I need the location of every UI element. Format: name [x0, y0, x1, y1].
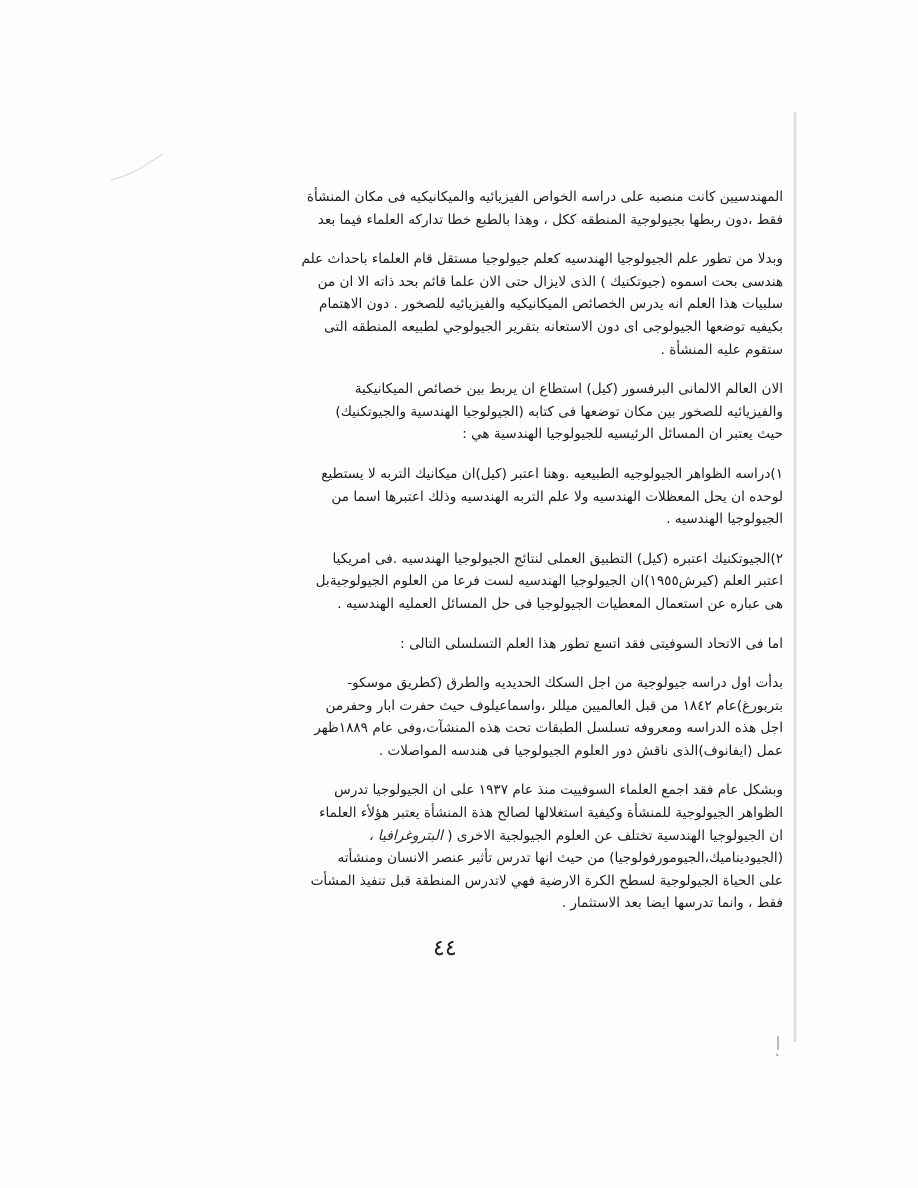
text-line: فقط ،دون ربطها بجيولوجية المنطقه ككل ، وهذا بالطبع خطا تداركه العلماء فيما بعد	[317, 211, 783, 228]
text-line: اعتبر العلم (كيرش١٩٥٥)ان الجيولوجيا الهندسيه لست فرعا من العلوم الجيولوجيةبل	[315, 573, 783, 590]
text-line: الجيولوجيا الهندسيه .	[666, 511, 783, 528]
body-text	[193, 186, 783, 932]
paragraph-3	[193, 378, 783, 446]
text-line: على الحياة الجيولوجية لسطح الكرة الارضية فهي لاتدرس المنطقة قبل تنفيذ المشأت	[310, 872, 783, 889]
page-edge-shadow	[793, 112, 797, 1042]
paragraph-5	[193, 548, 783, 616]
paragraph-2	[193, 248, 783, 361]
text-line: بكيفيه توضعها الجيولوجى اى دون الاستعانه بتقرير الجيولوجي لطبيعه المنطقه التى	[324, 318, 783, 335]
text-line: سلبيات هذا العلم انه يدرس الخصائص الميكانيكيه والفيزيائيه للصخور . دون الاهتمام	[319, 296, 783, 313]
text-line: المهندسيين كانت منصبه على دراسه الخواص الفيزيائيه والميكانيكيه فى مكان المنشأة	[306, 189, 783, 205]
text-line: وبشكل عام فقد اجمع العلماء السوفييت منذ عام ١٩٣٧ على ان الجيولوجيا تدرس	[334, 782, 783, 799]
text-line: لوحده ان يحل المعظلات الهندسيه ولا علم التربه الهندسيه وذلك اعتبرها اسما من	[331, 488, 783, 505]
text-line: ١)دراسه الظواهر الجيولوجيه الطبيعيه .وهنا اعتبر (كيل)ان ميكانيك التربه لا يستطيع	[321, 465, 783, 482]
paragraph-8	[193, 779, 783, 915]
text-line: هى عباره عن استعمال المعطيات الجيولوجيا فى حل المسائل العمليه الهندسيه .	[337, 595, 783, 612]
paragraph-1	[193, 186, 783, 231]
text-line: ستقوم عليه المنشأة .	[660, 341, 783, 358]
text-line: اجل هذه الدراسه ومعروفه تسلسل الطبقات تحت هذه المنشآت،وفى عام ١٨٨٩ظهر	[314, 720, 783, 737]
scan-smudge-mark	[107, 150, 167, 190]
text-line: (الجيوديناميك،الجيومورفولوجيا) من حيث انها تدرس تأثير عنصر الانسان ومنشأته	[337, 850, 783, 867]
handwritten-insert: البتروغرافيا ،	[368, 827, 443, 844]
text-line: بدأت اول دراسه جيولوجية من اجل السكك الحديديه والطرق (كطريق موسكو-	[347, 675, 783, 692]
text-line: ٢)الجيوتكنيك اعتبره (كيل) التطبيق العملى لنتائج الجيولوجيا الهندسيه .فى امريكيا	[332, 550, 783, 567]
text-line: ان الجيولوجيا الهندسية تختلف عن العلوم الجيولجية الاخرى ( البتروغرافيا ،	[368, 827, 783, 844]
text-line: الان العالم الالمانى البرفسور (كيل) استطاع ان يربط بين خصائص الميكانيكية	[354, 381, 783, 398]
text-line: اما فى الاتحاد السوفيتى فقد اتسع تطور هذا العلم التسلسلى التالى :	[400, 635, 783, 652]
margin-tick-mark	[775, 1036, 781, 1058]
page-number: ٤٤	[433, 936, 457, 961]
text-line: فقط ، وانما تدرسها ايضا بعد الاستثمار .	[561, 895, 783, 912]
text-line: حيث يعتبر ان المسائل الرئيسيه للجيولوجيا الهندسية هي :	[462, 426, 783, 443]
paragraph-7	[193, 672, 783, 762]
text-line: بتربورغ)عام ١٨٤٢ من قبل العالميين ميللر ،واسماعيلوف حيث حفرت ابار وحفرمن	[325, 697, 783, 714]
text-line: الظواهر الجيولوجية للمنشأة وكيفية استغلالها لصالح هذة المنشأة يعتبر هؤلأء العلماء	[319, 805, 783, 822]
text-line: وبدلا من تطور علم الجيولوجيا الهندسيه كعلم جيولوجيا مستقل قام العلماء باحداث علم	[301, 251, 783, 268]
text-line: والفيزيائيه للصخور بين مكان توضعها فى كتابه (الجيولوجيا الهندسية والجيوتكنيك)	[335, 403, 783, 420]
text-line: عمل (ايفانوف)الذى ناقش دور العلوم الجيولوجيا فى هندسه المواصلات .	[378, 742, 783, 759]
text-line: هندسى بحت اسموه (جيوتكنيك ) الذى لايزال حتى الان علما قائم بحد ذاته الا ان من	[317, 273, 783, 290]
paragraph-4	[193, 463, 783, 531]
paragraph-6	[193, 633, 783, 656]
